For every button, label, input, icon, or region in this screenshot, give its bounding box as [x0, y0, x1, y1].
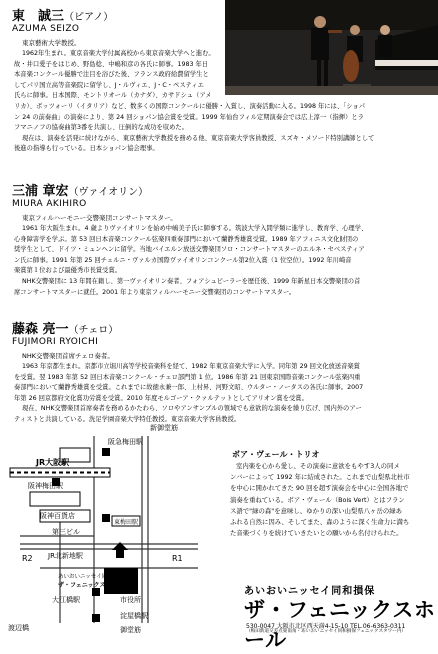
- miura-roman-name: MIURA AKIHIRO: [12, 199, 87, 209]
- label-midosuji: 御堂筋: [120, 626, 141, 634]
- hall-subtitle: あいおいニッセイ同和損保: [244, 586, 376, 597]
- fujimori-roman-name: FUJIMORI RYOICHI: [12, 337, 99, 347]
- fujimori-name: 藤森 亮一（チェロ）: [12, 322, 119, 337]
- label-jr-kitashinchi: JR北新地駅: [48, 552, 83, 560]
- hall-address: 530-0047 大阪市北区西天満4-15-10 TEL.06-6363-0311: [246, 623, 406, 630]
- trio-description: 室内楽を心から愛し、その演奏に意欲をもやす3人の同メ ンバーによって 1992 年に結成された。これまで山梨県北杜市 を中心に開かれてきた 90 回を超す演奏会を中心に全国各地で 演奏を重ねている。ボア・ヴェール（Bois Vert）とはフラン ス語で"緑の森"を意味し、ゆかりの深い山梨県八ヶ岳の緑あ ふれる自然に因み、そしてまた、森のように深く生命力に満ち た音楽づくりを続けていきたいとの願いから名付けられた。: [230, 462, 410, 538]
- azuma-affiliation: 東京藝術大学教授。: [22, 39, 81, 47]
- azuma-roman-name: AZUMA SEIZO: [12, 24, 80, 34]
- label-hall-sub: あいおいニッセイ同和損保: [58, 574, 124, 580]
- label-hanshin: 阪神梅田駅: [28, 482, 63, 490]
- fujimori-bio: 1963 年京都生まれ。京都市立堀川高等学校音楽科を経て、1982 年東京音楽大学に入学。同年第 29 回文化放送音楽賞 を受賞。翌 1983 年第 52 回日本音楽コンクール・チェロ部門第 1 位。1986 年第 21 回東京国際音楽コンクール弦楽四重 奏部門において蘭静秀雄賞を受賞。これまでに故徳永兼一郎、上村昇、河野文昭、ウルター・ノータスの各氏に師事。2007 年第 26 回京都府文化賞功労賞を受賞。2010 年度モルゴーア・クァルテットとしてアリオン賞を受賞。 現在、NHK交響楽団首席奏者を務めるかたわら、ソロやアンサンブルの領域でも意欲的な演奏を繰り広げ、国内外のアー ティストと共演している。洗足学園音楽大学特任教授。東京音楽大学客員教授。: [14, 363, 364, 423]
- label-r2: R2: [22, 554, 33, 563]
- label-r1: R1: [172, 554, 183, 563]
- label-daiei: 大江橋駅: [52, 596, 80, 604]
- label-shiyakusho: 市役所: [120, 596, 141, 604]
- hall-location-block: [104, 568, 138, 594]
- trio-title: ボア・ヴェール・トリオ: [232, 450, 320, 459]
- label-jr-osaka: JR大阪駅: [36, 458, 70, 467]
- label-third-bldg: 第三ビル: [52, 528, 80, 536]
- azuma-name: 東 誠三（ピアノ）: [12, 9, 114, 24]
- fujimori-affiliation: NHK交響楽団首席チェロ奏者。: [22, 352, 114, 360]
- miura-bio: 1961 年大阪生まれ。4 歳よりヴァイオリンを始め中嶋美子氏に師事する。筑波大学入間学類に進学し、教育学、心理学、 心身障害学を学ぶ。第 53 回日本音楽コンクール弦楽四重奏部門において蘭静秀雄賞受賞。1989 年アフィニス文化財団の 奨学生として、ドイツ・ミュンヘンに留学。当地バイエルン放送交響楽団ソロ・コンサートマスターのエルネ・セベスティア ン氏に師事。1991 年第 25 回チェルニ・ヴァルカ国際ヴァイオリンコンクール第2位入賞（1 位空位）。1992 年川崎音 楽賞第１位および最優秀市長賞受賞。 NHK交響楽団に 13 年間在籍し、第一ヴァイオリン奏者、フォアシュピーラーを歴任後、1999 年新星日本交響楽団の首 席コンサートマスターに就任。2001 年より東京フィルハーモニー交響楽団のコンサートマスター。: [14, 225, 368, 296]
- label-watanabe: 渡辺橋: [8, 624, 29, 632]
- label-shindoshin: 新御堂筋: [150, 424, 178, 432]
- azuma-bio: 1962年生まれ。東京音楽大学付属高校から東京音楽大学へと進む。 故・井口愛子をはじめ、野島稔、中嶋和彦の各氏に師事。1983 年日 本音楽コンクール優勝で注目を浴びた後、フランス政府給費留学生と してパリ国立高等音楽院に留学し、J・ルヴィエ、J・C・ペスティエ 氏らに師事。日本国際、モントリオール（カナダ）、カサドシュ（アメ リカ）、ボッツォーリ（イタリア）など、数多くの国際コンクールに優勝・入賞し、演奏活動に入る。1998 年には、「ショパ ン 24 の前奏曲」の演奏により、第 24 回ショパン協会賞を受賞。1999 年仙台フィル定期演奏会では広上淳一（指揮）とラ フマニノフの協奏曲第3番を共演し、圧倒的な成功を収めた。 現在は、演奏を活発に続けながら、東京藝術大学教授を務める他、東京音楽大学客員教授、スズキ・メソード特別講師として 後進の指導も行っている。日本ショパン協会理事。: [14, 50, 375, 153]
- hall-address-note: （梅田新道交差点東南角・あいおいニッセイ同和損保フェニックスタワー内）: [246, 629, 407, 634]
- access-map: [0, 418, 198, 636]
- miura-affiliation: 東京フィルハーモニー交響楽団コンサートマスター。: [22, 214, 177, 222]
- miura-name: 三浦 章宏（ヴァイオリン）: [12, 184, 149, 199]
- label-yodoyabashi: 淀屋橋駅: [120, 612, 148, 620]
- label-higashi-umeda: 東梅田駅: [114, 519, 139, 526]
- label-hall-name: ザ・フェニックスホール: [58, 582, 124, 589]
- label-hankyu: 阪急梅田駅: [108, 438, 143, 446]
- hall-name: ザ・フェニックスホール: [244, 598, 436, 652]
- label-hanshin-dept: 阪神百貨店: [40, 512, 75, 520]
